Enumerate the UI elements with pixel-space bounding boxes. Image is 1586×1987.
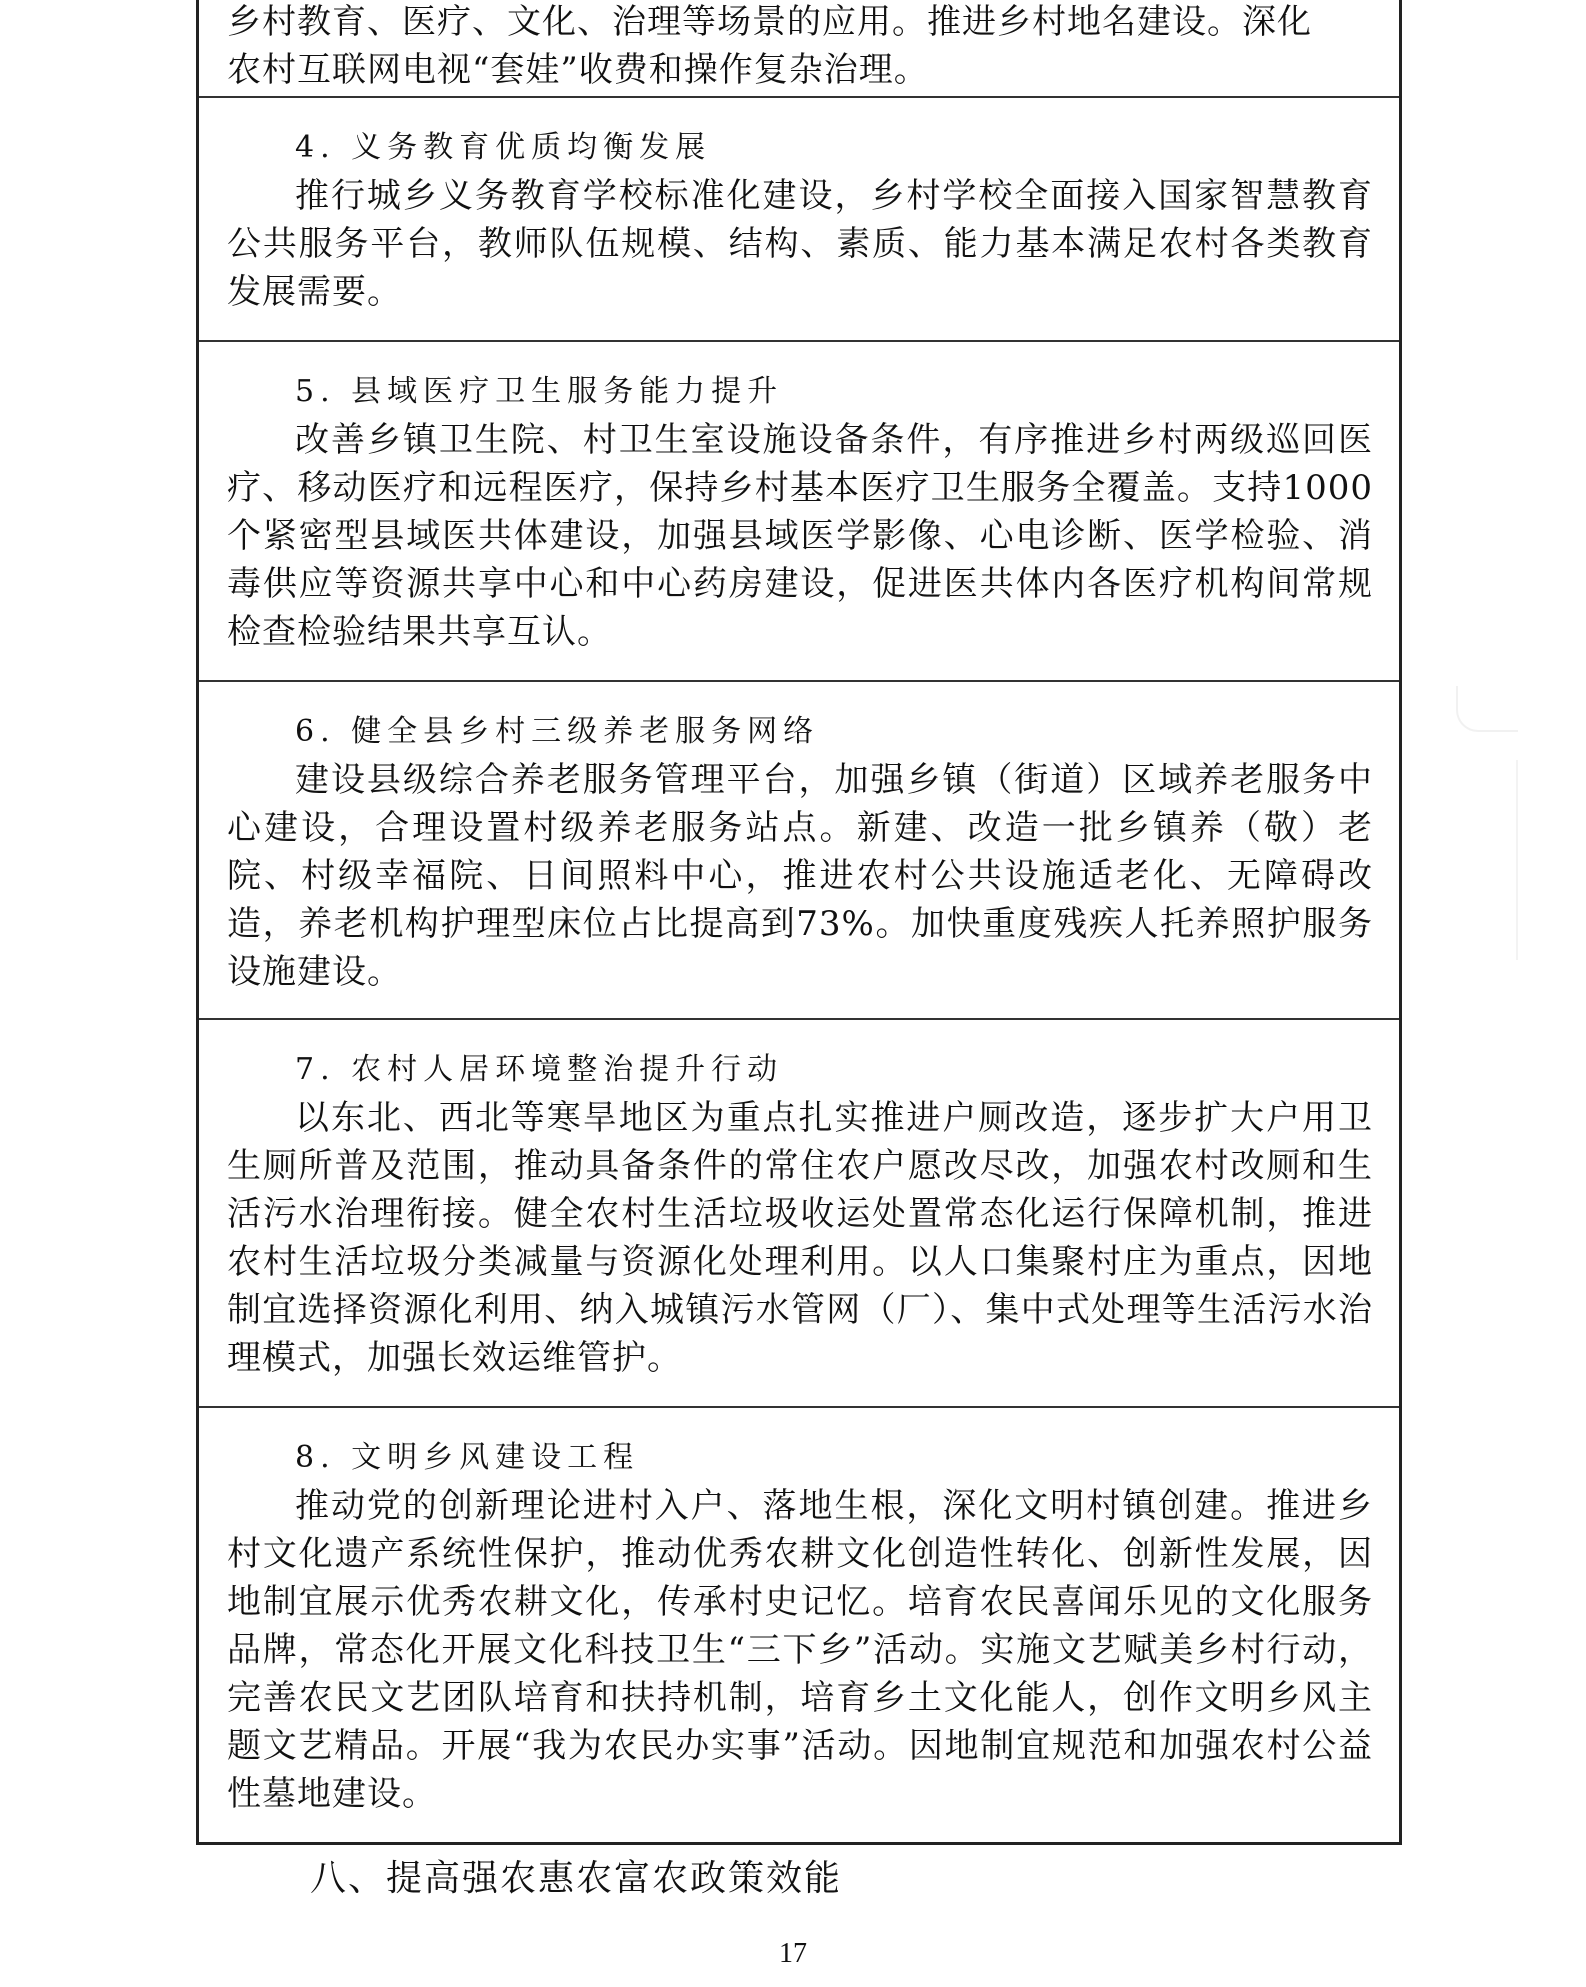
continued-line-2: 农村互联网电视“套娃”收费和操作复杂治理。 [227,50,929,90]
item-body: 推动党的创新理论进村入户、落地生根，深化文明村镇创建。推进乡村文化遗产系统性保护，推动优秀农耕文化创造性转化、创新性发展，因地制宜展示优秀农耕文化，传承村史记忆。培育农民喜闻乐见的文化服务品牌，常态化开展文化科技卫生“三下乡”活动。实施文艺赋美乡村行动，完善农民文艺团队培育和扶持机制，培育乡土文化能人，创作文明乡风主题文艺精品。开展“我为农民办实事”活动。因地制宜规范和加强农村公益性墓地建设。 [227,1486,1373,1814]
item-body: 推行城乡义务教育学校标准化建设，乡村学校全面接入国家智慧教育公共服务平台，教师队伍规模、结构、素质、能力基本满足农村各类教育发展需要。 [227,176,1373,312]
table-cell-item-8 [199,1408,1399,1842]
table-cell-item-5 [199,342,1399,682]
item-title: 7. 农村人居环境整治提升行动 [295,1052,784,1087]
item-body: 改善乡镇卫生院、村卫生室设施设备条件，有序推进乡村两级巡回医疗、移动医疗和远程医疗，保持乡村基本医疗卫生服务全覆盖。支持1000个紧密型县域医共体建设，加强县域医学影像、心电诊断、医学检验、消毒供应等资源共享中心和中心药房建设，促进医共体内各医疗机构间常规检查检验结果共享互认。 [227,420,1373,652]
content-table [196,0,1402,1845]
item-body: 以东北、西北等寒旱地区为重点扎实推进户厕改造，逐步扩大户用卫生厕所普及范围，推动具备条件的常住农户愿改尽改，加强农村改厕和生活污水治理衔接。健全农村生活垃圾收运处置常态化运行保障机制，推进农村生活垃圾分类减量与资源化处理利用。以人口集聚村庄为重点，因地制宜选择资源化利用、纳入城镇污水管网（厂）、集中式处理等生活污水治理模式，加强长效运维管护。 [227,1098,1373,1378]
item-title: 5. 县域医疗卫生服务能力提升 [295,374,784,409]
page-number: 17 [779,1938,807,1969]
scan-edge-artifact [1516,760,1518,960]
item-title: 8. 文明乡风建设工程 [295,1440,640,1475]
item-title: 4. 义务教育优质均衡发展 [295,130,712,165]
table-cell-item-6 [199,682,1399,1020]
table-cell-item-7 [199,1020,1399,1408]
table-cell-continued [199,0,1399,98]
scan-edge-artifact [1456,686,1518,732]
item-body: 建设县级综合养老服务管理平台，加强乡镇（街道）区域养老服务中心建设，合理设置村级养老服务站点。新建、改造一批乡镇养（敬）老院、村级幸福院、日间照料中心，推进农村公共设施适老化、无障碍改造，养老机构护理型床位占比提高到73%。加快重度残疾人托养照护服务设施建设。 [227,760,1373,992]
table-cell-item-4 [199,98,1399,342]
item-title: 6. 健全县乡村三级养老服务网络 [295,714,820,749]
section-heading: 八、提高强农惠农富农政策效能 [310,1858,843,1899]
continued-line-1: 乡村教育、医疗、文化、治理等场景的应用。推进乡村地名建设。深化 [227,2,1312,42]
